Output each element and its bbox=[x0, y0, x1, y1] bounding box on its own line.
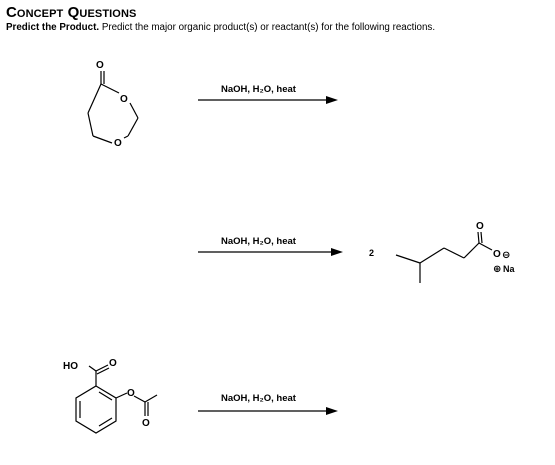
reaction-2-product-carboxylate bbox=[396, 232, 492, 283]
reaction-3-ester-oxygen: O bbox=[127, 388, 135, 399]
reaction-2-carboxylate-oxygen: O bbox=[493, 249, 501, 260]
reaction-3-conditions: NaOH, H₂O, heat bbox=[221, 393, 296, 404]
reaction-2-negative-charge: ⊖ bbox=[502, 250, 511, 261]
reaction-1-ring-oxygen-2: O bbox=[114, 138, 122, 149]
reaction-2-sodium-counterion: Na bbox=[503, 264, 515, 274]
reaction-2-conditions: NaOH, H₂O, heat bbox=[221, 236, 296, 247]
reaction-1-conditions: NaOH, H₂O, heat bbox=[221, 84, 296, 95]
reaction-1-reactant-cyclic-ester bbox=[88, 71, 138, 143]
reaction-2-carbonyl-oxygen: O bbox=[476, 221, 484, 232]
reaction-3-ester-carbonyl-oxygen: O bbox=[142, 418, 150, 429]
reaction-1-carbonyl-oxygen: O bbox=[96, 60, 104, 71]
subtitle-rest: Predict the major organic product(s) or reactant(s) for the following reactions. bbox=[99, 22, 436, 33]
reaction-1-ring-oxygen-1: O bbox=[120, 94, 128, 105]
reaction-1-arrow bbox=[198, 96, 338, 104]
page-title-text: Concept Questions bbox=[6, 4, 137, 21]
reaction-2-product-coefficient: 2 bbox=[369, 248, 375, 258]
reaction-3-arrow bbox=[198, 407, 338, 415]
reaction-3-hydroxyl: HO bbox=[63, 361, 78, 372]
reaction-3-acid-carbonyl-oxygen: O bbox=[109, 358, 117, 369]
subtitle-bold: Predict the Product. bbox=[6, 22, 100, 33]
reaction-2-positive-charge: ⊕ bbox=[493, 264, 502, 275]
reaction-2-arrow bbox=[198, 248, 343, 256]
